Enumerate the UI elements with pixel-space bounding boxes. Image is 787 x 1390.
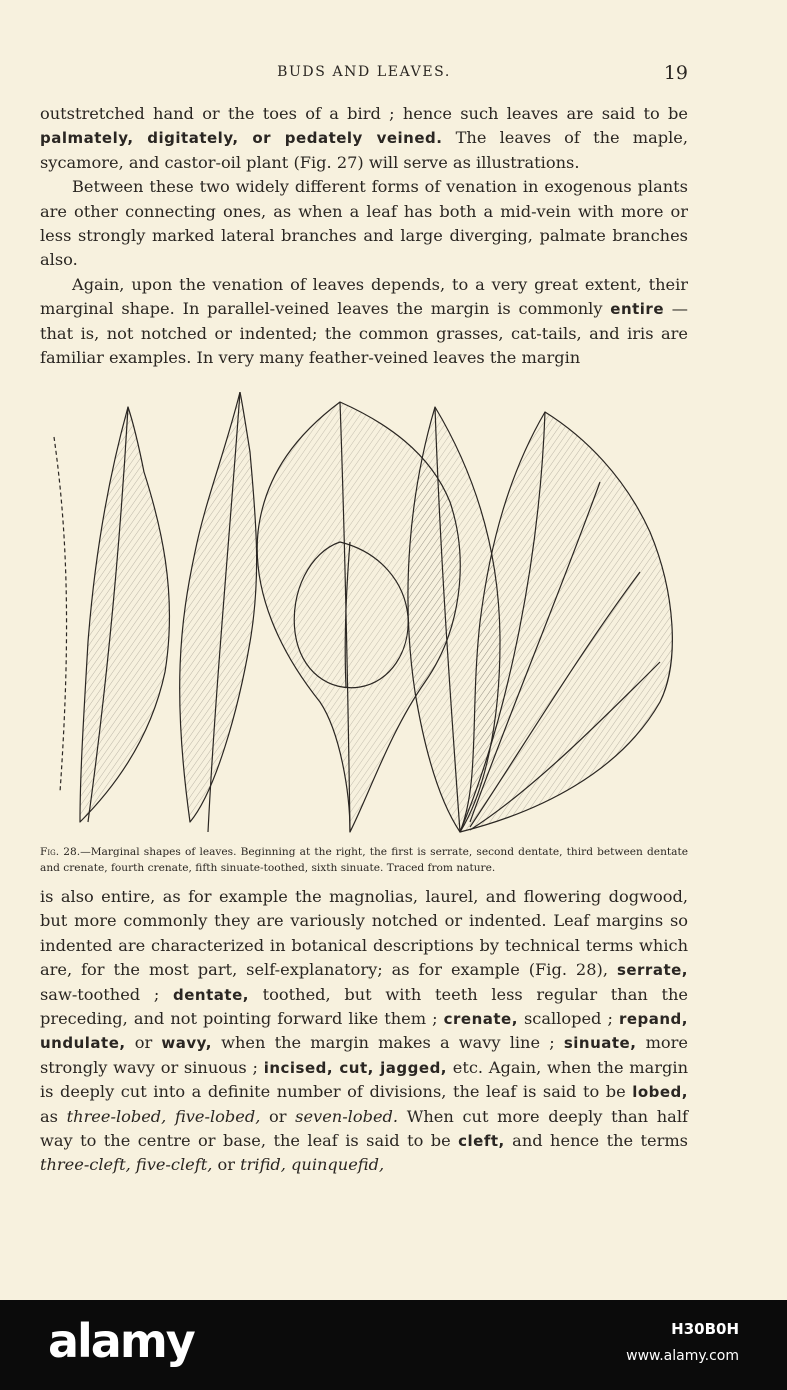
text-run: Again, upon the venation of leaves depends, to a very great extent, their marginal shape. In parallel-veined leaves the margin is commonly (40, 274, 688, 319)
text-run: scalloped ; (517, 1009, 619, 1029)
stock-footer-bar (0, 1300, 787, 1390)
text-run: or (260, 1106, 296, 1126)
leaf-serrate (460, 412, 672, 832)
term-sinuate: sinuate, (563, 1034, 637, 1053)
italic-fid-forms: trifid, quinquefid, (240, 1155, 385, 1175)
leaf-sinuate (54, 407, 169, 822)
text-block-bottom (40, 885, 688, 1178)
text-run: etc. Again, when the margin is deeply cut into a definite number of divisions, the leaf is said to be (40, 1057, 688, 1102)
caption-text: —Marginal shapes of leaves. Beginning at the right, the first is serrate, second dentate, third between dentate and crenate, fourth crenate, fifth sinuate-toothed, sixth sinuate. Traced from nature. (40, 846, 688, 874)
term-incised-cut-jagged: incised, cut, jagged, (263, 1058, 448, 1077)
paragraph-2: Between these two widely different forms of venation in exogenous plants are other connecting ones, as when a leaf has both a mid-vein with more or less strongly marked lateral branches and large diverging, palmate branches also. (40, 177, 688, 270)
text-run: and hence the terms (504, 1131, 688, 1151)
figure-caption (40, 844, 688, 876)
text-run: more strongly wavy or sinuous ; (40, 1033, 688, 1077)
italic-seven-lobed: seven-lobed. (295, 1106, 399, 1126)
text-run: saw-toothed ; (40, 984, 174, 1004)
term-serrate: serrate, (616, 961, 688, 980)
text-run: —that is, not notched or indented; the common grasses, cat-tails, and iris are familiar examples. In very many feather-veined leaves the margin (40, 299, 688, 368)
term-palmately: palmately, digitately, or pedately veined. (40, 129, 443, 148)
site-url: www.alamy.com (626, 1348, 739, 1364)
text-run: as (40, 1106, 67, 1126)
paragraph-3 (40, 273, 688, 371)
italic-cleft-forms: three-cleft, five-cleft, (40, 1155, 213, 1175)
term-repand-undulate: repand, undulate, (40, 1010, 688, 1053)
leaf-sinuate-toothed (180, 392, 257, 832)
text-run: is also entire, as for example the magnolias, laurel, and flowering dogwood, but more commonly they are variously notched or indented. Leaf margins so indented are characterized in botanical descriptions by technical terms which are, for the most part, self-explanatory; as for example (Fig. 28), (40, 887, 688, 980)
text-run: or (212, 1155, 241, 1175)
text-run: outstretched hand or the toes of a bird ; hence such leaves are said to be (40, 104, 688, 123)
text-run: toothed, but with teeth less regular than the preceding, and not pointing forward like them ; (40, 984, 688, 1029)
running-head (40, 62, 688, 86)
term-cleft: cleft, (458, 1132, 505, 1151)
figure-label: Fig. 28. (40, 846, 81, 858)
term-entire: entire (610, 300, 665, 319)
term-wavy: wavy, (161, 1034, 212, 1053)
term-crenate: crenate, (443, 1010, 518, 1029)
page-number: 19 (663, 62, 688, 84)
term-lobed: lobed, (632, 1083, 688, 1102)
leaf-illustration (40, 392, 688, 837)
image-id: H30B0H (671, 1320, 739, 1338)
italic-lobed-forms: three-lobed, five-lobed, (66, 1106, 261, 1126)
text-run: or (125, 1033, 162, 1053)
paragraph-1 (40, 102, 688, 175)
paragraph-4 (40, 885, 688, 1178)
running-title: BUDS AND LEAVES. (277, 64, 451, 80)
alamy-logo: alamy (48, 1314, 194, 1368)
leaf-drawing (40, 392, 688, 837)
term-dentate: dentate, (173, 985, 249, 1004)
text-run: when the margin makes a wavy line ; (211, 1033, 564, 1053)
text-block-top (40, 102, 688, 370)
text-run: The leaves of the maple, sycamore, and castor-oil plant (Fig. 27) will serve as illustrations. (40, 128, 688, 172)
text-run: When cut more deeply than half way to the centre or base, the leaf is said to be (40, 1106, 689, 1151)
